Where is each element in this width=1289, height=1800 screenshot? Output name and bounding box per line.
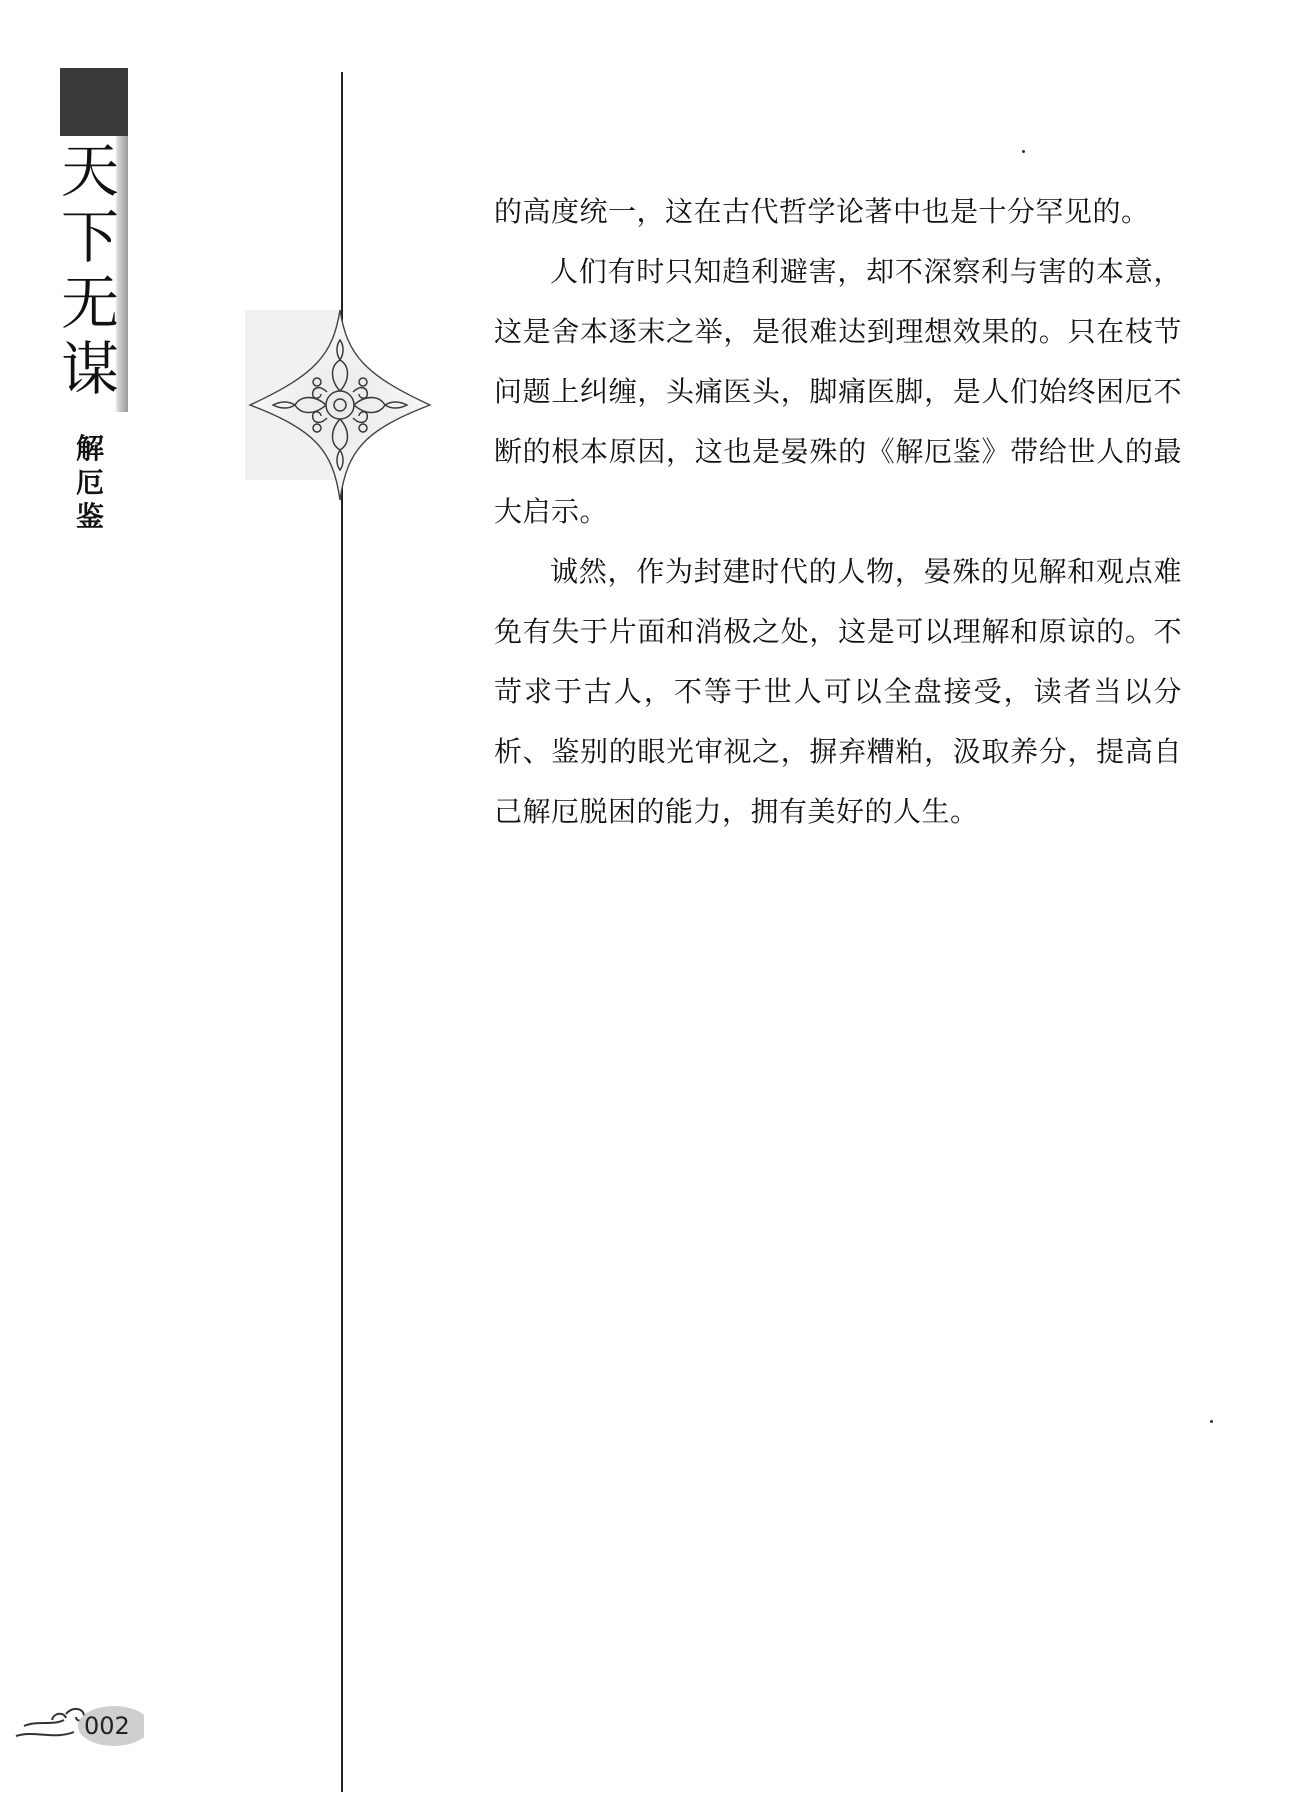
book-title-char: 下 — [60, 203, 119, 271]
book-title-char: 天 — [60, 137, 119, 205]
paragraph: 人们有时只知趋利避害，却不深察利与害的本意，这是舍本逐末之举，是很难达到理想效果的。只在枝节问题上纠缠，头痛医头，脚痛医脚，是人们始终困厄不断的根本原因，这也是晏殊的《解厄鉴》带给世人的最大启示。 — [494, 255, 1182, 528]
title-banner-bar — [60, 68, 128, 136]
scan-speck — [1022, 150, 1025, 153]
book-title — [60, 138, 120, 402]
book-title-char: 谋 — [60, 335, 119, 403]
ornament-icon — [245, 300, 435, 510]
book-subtitle — [70, 432, 110, 534]
book-subtitle-char: 厄 — [75, 466, 104, 499]
scan-speck — [1210, 1420, 1213, 1423]
paragraph: 的高度统一，这在古代哲学论著中也是十分罕见的。 — [494, 195, 1150, 228]
paragraph: 诚然，作为封建时代的人物，晏殊的见解和观点难免有失于片面和消极之处，这是可以理解和原谅的。不苛求于古人，不等于世人可以全盘接受，读者当以分析、鉴别的眼光审视之，摒弃糟粕，汲取养分，提高自己解厄脱困的能力，拥有美好的人生。 — [494, 555, 1182, 828]
body-text — [494, 182, 1182, 842]
book-subtitle-char: 鉴 — [75, 500, 104, 533]
book-title-char: 无 — [60, 269, 119, 337]
page-number: 002 — [84, 1712, 130, 1740]
book-subtitle-char: 解 — [75, 432, 104, 465]
